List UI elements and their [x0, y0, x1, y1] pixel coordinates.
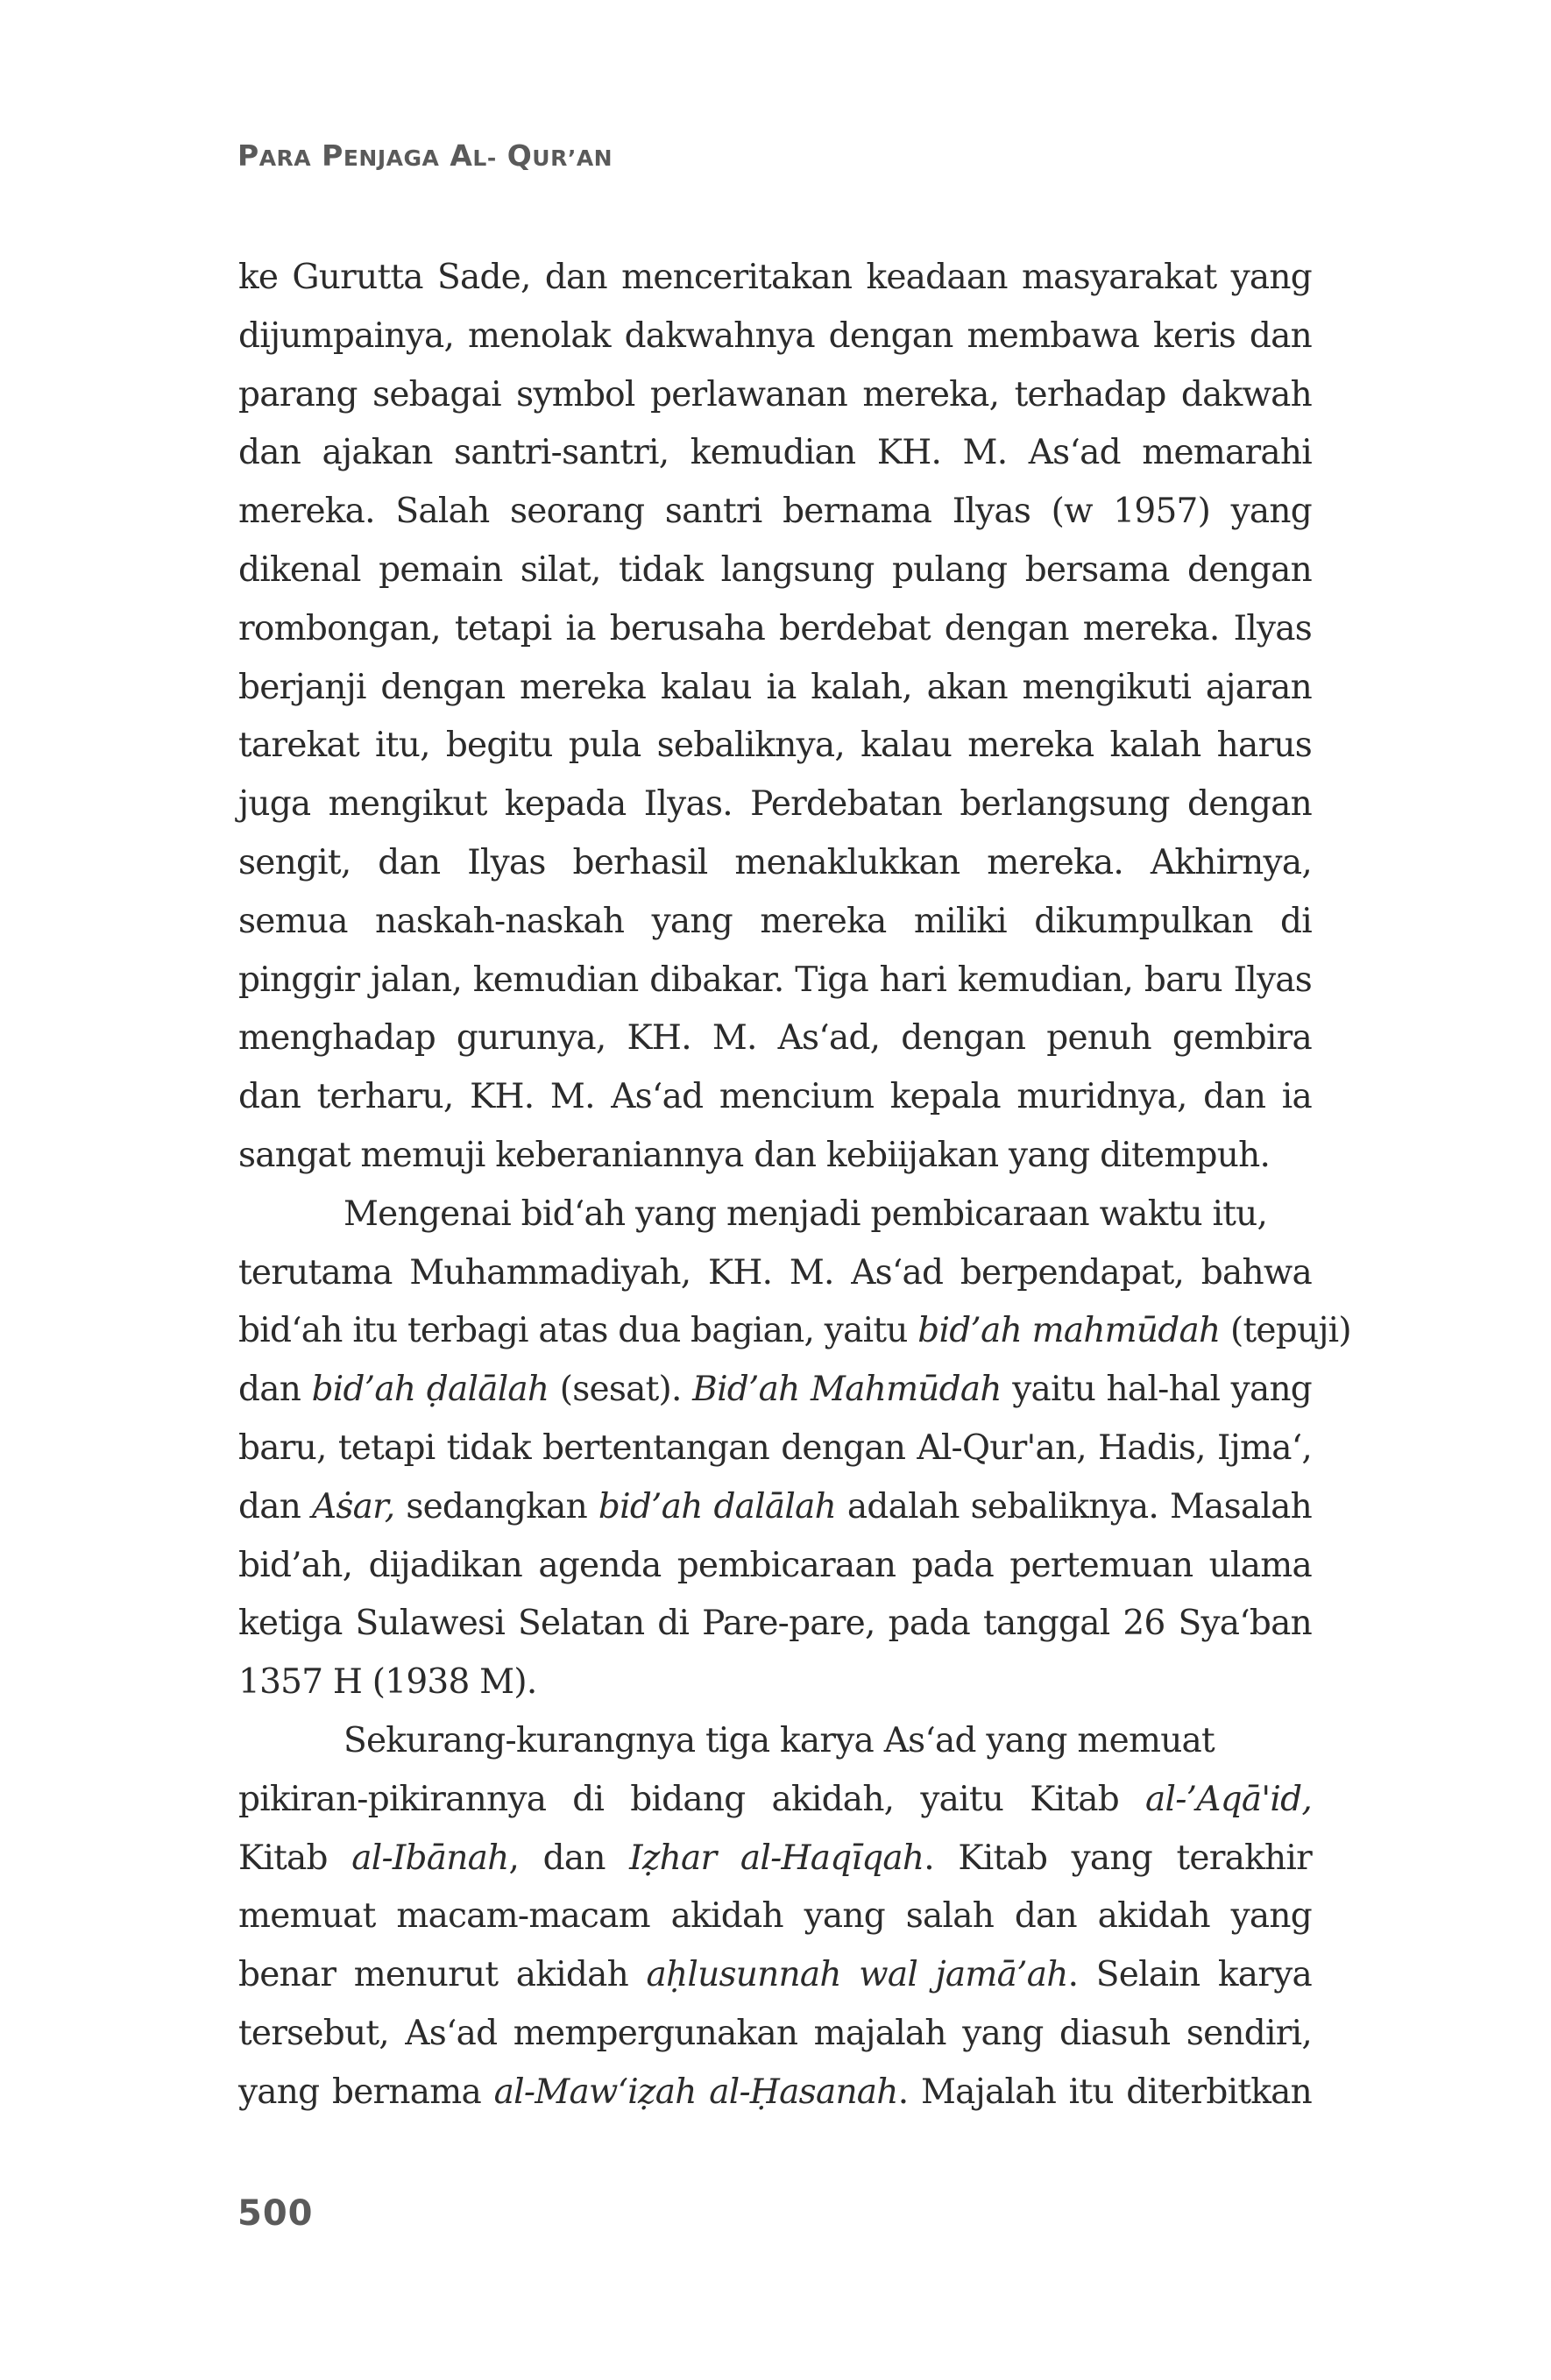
text-run: dan ajakan santri-santri, kemudian KH. M. As‘ad memarahi: [238, 433, 1312, 473]
running-head: [237, 138, 613, 173]
text-run: adalah sebaliknya. Masalah: [836, 1486, 1312, 1526]
text-run: Mengenai bid‘ah yang menjadi pembicaraan waktu itu,: [343, 1194, 1268, 1234]
text-run: sangat memuji keberaniannya dan kebiijakan yang ditempuh.: [238, 1135, 1271, 1175]
text-line: [238, 1478, 1312, 1537]
running-head-rest: L-: [472, 145, 497, 171]
text-run: bid’ah, dijadikan agenda pembicaraan pada pertemuan ulama: [238, 1545, 1312, 1585]
text-line: [238, 1595, 1312, 1654]
text-line: [238, 483, 1312, 542]
text-run: . Majalah itu diterbitkan: [897, 2072, 1313, 2112]
text-line: [238, 659, 1312, 718]
text-run: memuat macam-macam akidah yang salah dan akidah yang: [238, 1896, 1312, 1937]
text-line: [238, 424, 1312, 483]
text-line: [238, 1302, 1351, 1361]
italic-term: al-Ibānah: [351, 1838, 509, 1878]
running-head-initial: P: [322, 138, 343, 173]
text-run: dan terharu, KH. M. As‘ad mencium kepala muridnya, dan ia: [238, 1077, 1312, 1117]
text-line: [238, 1654, 1312, 1712]
text-line: [238, 1771, 1312, 1830]
running-head-rest: UR’AN: [532, 145, 613, 171]
text-line: [238, 1186, 1312, 1244]
text-run: terutama Muhammadiyah, KH. M. As‘ad berpendapat, bahwa: [238, 1252, 1312, 1293]
text-line: [238, 600, 1312, 659]
text-line: [238, 1244, 1312, 1303]
italic-term: bid’ah dalālah: [598, 1486, 836, 1526]
text-run: benar menurut akidah: [238, 1955, 647, 1995]
text-run: sedangkan: [394, 1486, 598, 1526]
text-line: [238, 1068, 1312, 1127]
text-run: ke Gurutta Sade, dan menceritakan keadaan masyarakat yang: [238, 258, 1312, 297]
text-line: [238, 1127, 1312, 1186]
text-line: [238, 717, 1312, 776]
text-line: [238, 542, 1312, 600]
text-line: [238, 1946, 1312, 2005]
italic-term: Iẓhar al-Haqīqah: [629, 1838, 924, 1878]
text-line: [238, 834, 1312, 893]
text-run: Kitab: [238, 1838, 352, 1878]
running-head-word: [507, 138, 613, 173]
text-run: ketiga Sulawesi Selatan di Pare-pare, pada tanggal 26 Sya‘ban: [238, 1604, 1312, 1644]
running-head-initial: P: [237, 138, 259, 173]
text-run: yang bernama: [238, 2072, 494, 2112]
running-head-initial: A: [450, 138, 473, 173]
text-line: [238, 249, 1312, 308]
text-run: sengit, dan Ilyas berhasil menaklukkan mereka. Akhirnya,: [238, 842, 1312, 882]
text-line: [238, 2005, 1312, 2064]
italic-term: bid’ah mahmūdah: [917, 1311, 1221, 1351]
running-head-word: [322, 138, 439, 173]
text-line: [238, 776, 1312, 834]
page-number: 500: [237, 2193, 314, 2234]
text-run: dan: [238, 1486, 312, 1526]
text-run: rombongan, tetapi ia berusaha berdebat dengan mereka. Ilyas: [238, 608, 1312, 648]
text-run: menghadap gurunya, KH. M. As‘ad, dengan penuh gembira: [238, 1018, 1312, 1059]
text-run: juga mengikut kepada Ilyas. Perdebatan berlangsung dengan: [238, 784, 1312, 825]
running-head-word: [450, 138, 496, 173]
text-run: . Selain karya: [1067, 1955, 1312, 1995]
text-run: tarekat itu, begitu pula sebaliknya, kalau mereka kalah harus: [238, 726, 1312, 766]
text-run: dikenal pemain silat, tidak langsung pulang bersama dengan: [238, 549, 1312, 590]
text-line: [238, 1830, 1312, 1888]
text-line: [238, 952, 1312, 1010]
running-head-word: [237, 138, 311, 173]
text-line: [238, 1888, 1312, 1946]
running-head-rest: ARA: [258, 145, 312, 171]
text-run: semua naskah-naskah yang mereka miliki dikumpulkan di: [238, 901, 1312, 941]
running-head-rest: ENJAGA: [343, 145, 440, 171]
italic-term: Aṡar,: [312, 1486, 395, 1526]
text-line: [238, 893, 1312, 952]
text-run: bid‘ah itu terbagi atas dua bagian, yaitu: [238, 1311, 918, 1351]
text-line: [238, 1537, 1312, 1596]
text-run: berjanji dengan mereka kalau ia kalah, akan mengikuti ajaran: [238, 667, 1312, 707]
italic-term: aḥlusunnah wal jamā’ah: [646, 1955, 1068, 1995]
text-run: yaitu hal-hal yang: [1001, 1370, 1313, 1410]
text-run: 1357 H (1938 M).: [238, 1662, 537, 1703]
text-run: (sesat).: [549, 1370, 693, 1410]
text-run: Sekurang-kurangnya tiga karya As‘ad yang memuat: [343, 1720, 1215, 1760]
italic-term: Bid’ah Mahmūdah: [692, 1370, 1002, 1410]
text-run: tersebut, As‘ad mempergunakan majalah yang diasuh sendiri,: [238, 2013, 1312, 2053]
text-line: [238, 1361, 1312, 1420]
text-run: dan: [238, 1370, 312, 1410]
text-line: [238, 1712, 1312, 1771]
text-run: , dan: [508, 1838, 630, 1878]
text-run: baru, tetapi tidak bertentangan dengan Al-Qur'an, Hadis, Ijma‘,: [238, 1427, 1312, 1468]
text-line: [238, 2064, 1312, 2122]
text-run: dijumpainya, menolak dakwahnya dengan membawa keris dan: [238, 315, 1312, 356]
text-run: . Kitab yang terakhir: [924, 1838, 1312, 1878]
italic-term: al-’Aqā'id,: [1145, 1779, 1312, 1819]
italic-term: al-Maw‘iẓah al-Ḥasanah: [493, 2072, 898, 2112]
text-line: [238, 308, 1312, 366]
text-line: [238, 1009, 1312, 1068]
body-text: [238, 249, 1351, 2122]
running-head-initial: Q: [506, 138, 533, 173]
text-run: parang sebagai symbol perlawanan mereka, terhadap dakwah: [238, 374, 1312, 414]
italic-term: bid’ah ḍalālah: [311, 1370, 549, 1410]
text-line: [238, 1420, 1312, 1478]
text-run: pikiran-pikirannya di bidang akidah, yaitu Kitab: [238, 1779, 1145, 1819]
text-line: [238, 366, 1312, 425]
text-run: mereka. Salah seorang santri bernama Ilyas (w 1957) yang: [238, 492, 1312, 532]
text-run: (tepuji): [1220, 1311, 1351, 1351]
text-run: pinggir jalan, kemudian dibakar. Tiga hari kemudian, baru Ilyas: [238, 960, 1312, 1000]
